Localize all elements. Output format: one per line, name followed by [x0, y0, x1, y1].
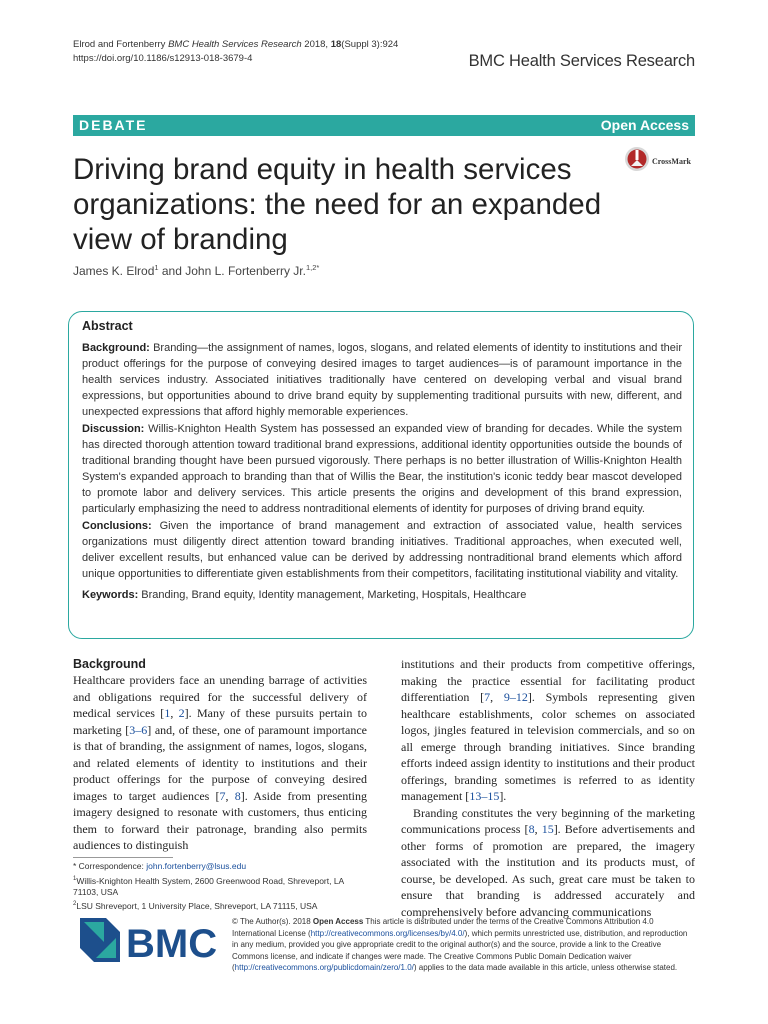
body-text: , — [490, 690, 504, 704]
citation-header — [73, 38, 398, 66]
citation-link[interactable]: 7 — [484, 690, 491, 704]
abstract-text: Given the importance of brand management and extraction of associated value, health services organizations must diligently direct attention toward branding initiatives. Traditional approaches, when executed well, deliver excellent results, but enhanced value can be derived by addressing nontraditional brand elements which afford unique opportunities to differentiate given establishments from their competitors, facilitating institutional viability and vitality. — [82, 520, 682, 580]
section-heading: Background — [73, 657, 146, 671]
author-separator: and — [158, 264, 186, 278]
abstract-conclusions — [82, 518, 682, 582]
public-domain-url-link[interactable]: http://creativecommons.org/publicdomain/zero/1.0/ — [234, 963, 414, 972]
body-paragraph — [401, 656, 695, 805]
body-paragraph — [73, 672, 367, 854]
body-column-left — [73, 656, 367, 854]
citation-year: 2018, — [304, 39, 329, 50]
citation-link[interactable]: 9–12 — [503, 690, 528, 704]
citation-volume: 18 — [330, 39, 342, 50]
body-text: ]. Before advertisements and other forms of promotion are prepared, the imagery associated with the institution and its products must, of course, be developed. As such, great care must be taken to ensure that branding is addressed accurately and comprehensively before advancing communications — [401, 822, 696, 919]
bmc-logo-text: BMC — [126, 922, 218, 966]
citation-link[interactable]: 13–15 — [469, 789, 500, 803]
license-text: ), which permits unrestricted use, distribution, and reproduction in any medium, provided you give appropriate credit to the original author(s) and the source, provide a link to the Creative Commons license, and indicate if changes were made. The Creative Commons Public Domain Dedication waiver ( — [232, 928, 688, 972]
correspondence-note — [73, 861, 368, 873]
article-type-banner — [73, 115, 695, 136]
body-paragraph — [401, 805, 695, 921]
citation-issue: (Suppl 3):924 — [341, 39, 399, 50]
abstract-box — [68, 311, 694, 639]
body-text: ]. Symbols representing given healthcare establishments, color schemes on associated logos, jingles featured in television commercials, and so on all emerge through branding initiatives. Since branding efforts indeed assign identity to institutions and their product offerings, branding sometimes is referred to as identity management [ — [401, 690, 695, 803]
author-affiliation-sup: 1,2* — [305, 263, 320, 272]
license-text: © The Author(s). 2018 — [232, 917, 313, 926]
bmc-logo — [80, 914, 220, 971]
abstract-discussion — [82, 421, 682, 517]
license-url-link[interactable]: http://creativecommons.org/licenses/by/4.0/ — [310, 928, 465, 938]
author-name[interactable]: John L. Fortenberry Jr. — [185, 264, 306, 278]
citation-link[interactable]: 15 — [541, 822, 554, 836]
citation-link[interactable]: 8 — [234, 788, 241, 803]
citation-link[interactable]: 2 — [178, 706, 185, 720]
abstract-heading: Abstract — [82, 319, 133, 333]
abstract-text: Branding, Brand equity, Identity management, Marketing, Hospitals, Healthcare — [138, 589, 527, 601]
footnote-divider — [73, 857, 173, 858]
author-list — [73, 263, 319, 278]
article-type: DEBATE — [79, 117, 148, 133]
body-text: , — [225, 788, 235, 803]
citation-authors: Elrod and Fortenberry — [73, 39, 166, 50]
abstract-keywords — [82, 587, 682, 603]
affiliation-note — [73, 874, 368, 899]
footnote-text: Willis-Knighton Health System, 2600 Greenwood Road, Shreveport, LA 71103, USA — [73, 875, 344, 897]
abstract-label: Keywords: — [82, 589, 139, 601]
author-affiliation-sup: 1 — [154, 263, 159, 272]
footnote-text: LSU Shreveport, 1 University Place, Shreveport, LA 71115, USA — [76, 901, 318, 912]
body-text: Branding constitutes the very beginning of the marketing communications process [ — [401, 805, 695, 836]
citation-link[interactable]: 8 — [528, 822, 535, 836]
affiliation-sup: 2 — [73, 901, 77, 908]
body-text: Healthcare providers face an unending barrage of activities and obligations required for the successful delivery of medical services [ — [73, 673, 367, 720]
footnotes — [73, 861, 368, 914]
crossmark-label: CrossMark — [652, 157, 691, 166]
license-text: This article is distributed under the terms of the Creative Commons Attribution 4.0 International License ( — [232, 917, 654, 938]
body-text: , — [170, 706, 179, 720]
abstract-label: Discussion: — [82, 423, 145, 435]
citation-link[interactable]: 7 — [219, 788, 226, 803]
doi-link[interactable]: https://doi.org/10.1186/s12913-018-3679-4 — [73, 53, 253, 64]
body-text: institutions and their products from competitive offerings, making the practice essential for facilitating product differentiation [ — [401, 657, 695, 704]
license-open-access: Open Access — [312, 917, 364, 926]
crossmark-button[interactable] — [624, 146, 691, 177]
body-text: , — [534, 822, 542, 836]
abstract-label: Background: — [82, 342, 150, 354]
abstract-text: Branding—the assignment of names, logos, slogans, and related elements of identity to institutions and their product offerings for the purpose of conveying desired images to target audiences—is of paramount importance in the health services industry. Associated initiatives traditionally have centered on developing verbal and visual brand expressions, but opportunities abound to drive brand equity by supplementing traditional pursuits with new, different, and unexpected expressions that afford highly memorable experiences. — [82, 342, 682, 418]
affiliation-note — [73, 899, 368, 912]
affiliation-sup: 1 — [73, 875, 77, 882]
body-text: ] and, of these, one of paramount importance is that of branding, the assignment of names, logos, slogans, and related elements of identity to institutions and their product offerings for the purpose of conveying desired images to target audiences [ — [73, 722, 367, 803]
article-title: Driving brand equity in health services organizations: the need for an expanded view of branding — [73, 153, 602, 256]
license-statement — [232, 916, 694, 974]
abstract-text: Willis-Knighton Health System has possessed an expanded view of branding for decades. While the system has directed thorough attention toward traditional brand expressions, additional identity opportunities outside the bounds of traditional branding thought have been pursued vigorously. There perhaps is no better illustration of Willis-Knighton Health System's expanded approach to branding than that of Willis the Bear, the institution's iconic teddy bear mascot developed to promote labor and delivery services. This article presents the origins and development of this brand expression, particularly emphasizing the need to address nontraditional elements of identity for purposes of driving brand equity. — [82, 423, 682, 515]
body-text: ]. Aside from presenting imagery designed to resonate with customers, thus enticing them to forward their patronage, branding also permits audiences to distinguish — [73, 788, 367, 852]
body-text: ]. Many of these pursuits pertain to marketing [ — [73, 706, 367, 737]
crossmark-icon — [624, 146, 650, 177]
body-column-right — [401, 656, 695, 920]
body-text: ]. — [499, 789, 507, 803]
citation-link[interactable]: 3–6 — [129, 722, 148, 737]
citation-link[interactable]: 1 — [164, 706, 171, 720]
correspondence-email-link[interactable]: john.fortenberry@lsus.edu — [146, 861, 247, 871]
journal-name: BMC Health Services Research — [468, 52, 695, 70]
open-access-label: Open Access — [600, 117, 689, 133]
license-text: ) applies to the data made available in this article, unless otherwise stated. — [413, 963, 678, 972]
abstract-background — [82, 340, 682, 420]
citation-journal: BMC Health Services Research — [168, 39, 302, 50]
abstract-label: Conclusions: — [82, 520, 152, 532]
author-name[interactable]: James K. Elrod — [73, 264, 155, 278]
footnote-text: * Correspondence: — [73, 861, 147, 871]
